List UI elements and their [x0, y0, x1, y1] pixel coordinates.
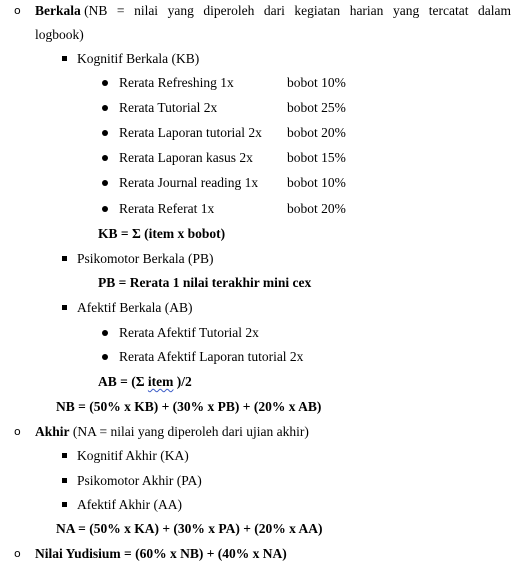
kb-item-weight: bobot 10%: [287, 75, 346, 90]
kognitif-berkala-label: Kognitif Berkala (KB): [77, 51, 200, 66]
circle-bullet-icon: o: [14, 4, 21, 17]
desc-word: yang: [392, 3, 420, 18]
round-bullet-icon: [102, 80, 108, 86]
circle-bullet-icon: o: [14, 547, 21, 560]
ab-item-label: Rerata Afektif Laporan tutorial 2x: [119, 349, 304, 364]
kb-item-weight: bobot 15%: [287, 150, 346, 165]
nilai-yudisium-formula: Nilai Yudisium = (60% x NB) + (40% x NA): [35, 546, 287, 561]
desc-word: =: [116, 3, 125, 18]
square-bullet-icon: [62, 305, 67, 310]
kognitif-akhir-label: Kognitif Akhir (KA): [77, 448, 189, 463]
kb-item-weight: bobot 25%: [287, 100, 346, 115]
kb-item-weight: bobot 20%: [287, 125, 346, 140]
berkala-description-cont: logbook): [35, 27, 84, 42]
desc-word: harian: [349, 3, 384, 18]
square-bullet-icon: [62, 56, 67, 61]
afektif-berkala-label: Afektif Berkala (AB): [77, 300, 193, 315]
round-bullet-icon: [102, 130, 108, 136]
round-bullet-icon: [102, 206, 108, 212]
kb-item-weight: bobot 20%: [287, 201, 346, 216]
afektif-akhir-label: Afektif Akhir (AA): [77, 497, 182, 512]
nb-formula: NB = (50% x KB) + (30% x PB) + (20% x AB): [56, 399, 322, 414]
round-bullet-icon: [102, 354, 108, 360]
desc-word: nilai: [134, 3, 159, 18]
desc-word: yang: [167, 3, 194, 18]
round-bullet-icon: [102, 330, 108, 336]
desc-word: dari: [263, 3, 285, 18]
desc-word: diperoleh: [203, 3, 255, 18]
psikomotor-akhir-label: Psikomotor Akhir (PA): [77, 473, 202, 488]
berkala-heading-line: [35, 3, 511, 19]
berkala-title-and-first-word: Berkala (NB: [35, 3, 108, 18]
round-bullet-icon: [102, 105, 108, 111]
kb-item-label: Rerata Refreshing 1x: [119, 75, 234, 90]
ab-formula: AB = (Σ item )/2: [98, 374, 192, 389]
akhir-title: Akhir: [35, 424, 70, 439]
kb-item-weight: bobot 10%: [287, 175, 346, 190]
spellcheck-word: item: [147, 374, 174, 389]
kb-item-label: Rerata Referat 1x: [119, 201, 215, 216]
kb-item-label: Rerata Laporan kasus 2x: [119, 150, 253, 165]
kb-item-label: Rerata Tutorial 2x: [119, 100, 218, 115]
round-bullet-icon: [102, 180, 108, 186]
ab-item-label: Rerata Afektif Tutorial 2x: [119, 325, 259, 340]
square-bullet-icon: [62, 453, 67, 458]
kb-item-label: Rerata Journal reading 1x: [119, 175, 259, 190]
square-bullet-icon: [62, 256, 67, 261]
akhir-heading-line: [35, 424, 309, 440]
na-formula: NA = (50% x KA) + (30% x PA) + (20% x AA): [56, 521, 323, 536]
desc-word: dalam: [477, 3, 511, 18]
kb-item-label: Rerata Laporan tutorial 2x: [119, 125, 262, 140]
circle-bullet-icon: o: [14, 425, 21, 438]
square-bullet-icon: [62, 478, 67, 483]
akhir-description: (NA = nilai yang diperoleh dari ujian akhir): [69, 424, 309, 439]
kb-formula: KB = Σ (item x bobot): [98, 226, 226, 241]
berkala-title: Berkala: [35, 3, 81, 18]
desc-word: tercatat: [428, 3, 469, 18]
psikomotor-berkala-label: Psikomotor Berkala (PB): [77, 251, 214, 266]
desc-word: kegiatan: [294, 3, 341, 18]
pb-formula: PB = Rerata 1 nilai terakhir mini cex: [98, 275, 312, 290]
square-bullet-icon: [62, 502, 67, 507]
round-bullet-icon: [102, 155, 108, 161]
